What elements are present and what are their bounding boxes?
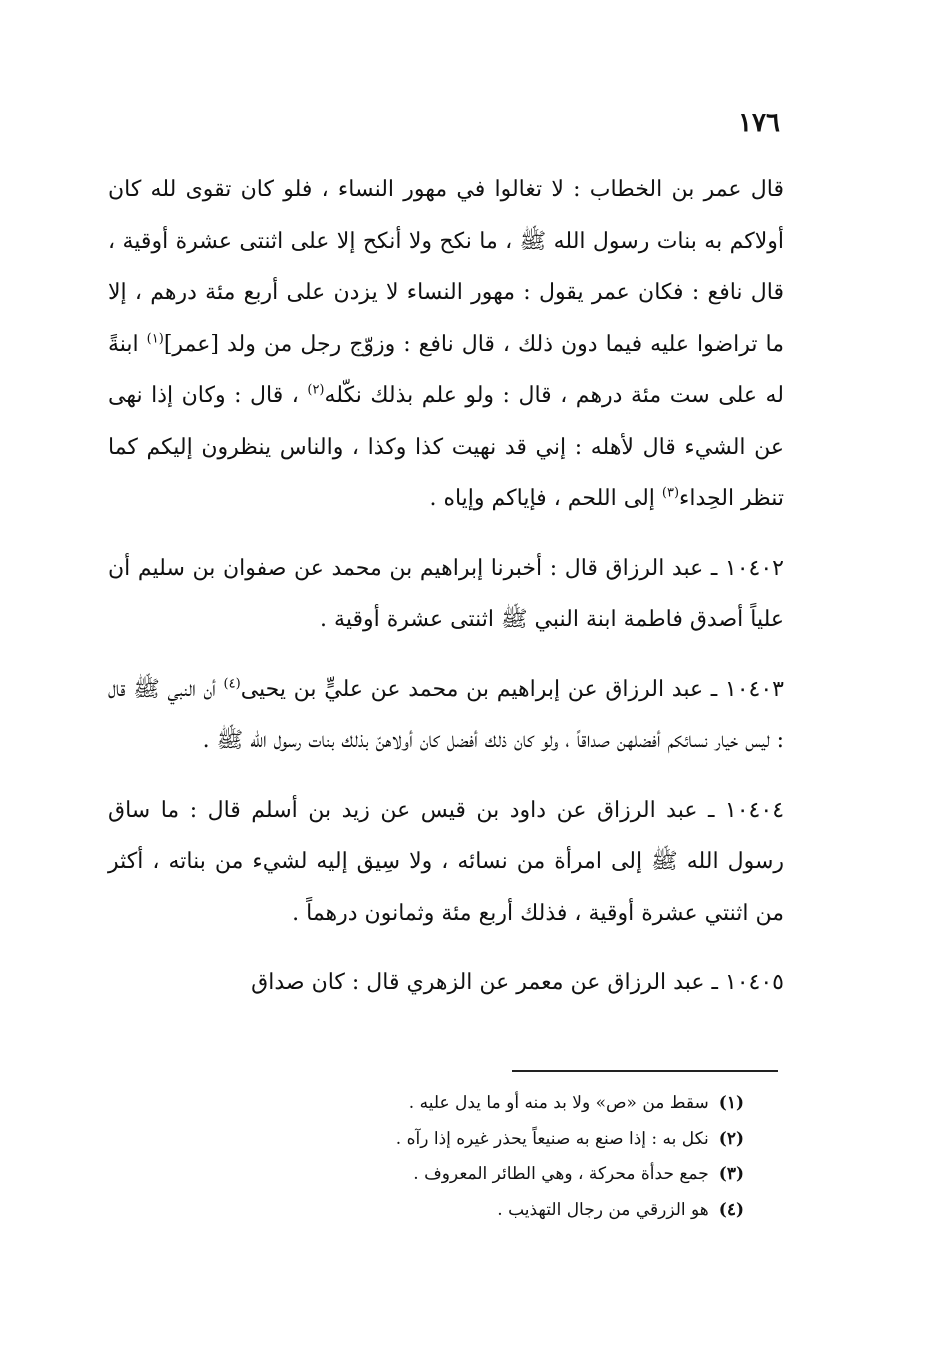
page-number: ١٧٦ (738, 108, 780, 138)
hadith-10403 (108, 664, 784, 767)
text-line: ما ساق رسول الله ﷺ إلى امرأة من نسائه ، ولا سِيق إليه لشيء من بناته ، (108, 797, 784, 874)
footnote-number: (٤) (718, 1199, 744, 1220)
text-line: ١٠٤٠٢ ـ عبد الرزاق قال : أخبرنا إبراهيم بن محمد عن (294, 555, 784, 581)
text-line: أن النبي ﷺ قال : ليس خيار نسائكم أفضلهن صداقاً ، ولو كان (108, 676, 784, 753)
footnote-3 (224, 1157, 744, 1193)
text-line: ذلك أفضل كان أولاهنّ بذلك بنات رسول الله ﷺ . (202, 728, 507, 753)
footnote-divider (512, 1070, 778, 1072)
footnote-mark-4: (٤) (223, 676, 241, 692)
text-line: ١٠٤٠٣ ـ عبد الرزاق عن إبراهيم بن محمد عن عليٍّ بن يحيى (240, 676, 784, 702)
footnote-text: هو الزرقي من رجال التهذيب . (497, 1199, 709, 1220)
footnote-1 (224, 1086, 744, 1122)
footnote-text: جمع حدأة محركة ، وهي الطائر المعروف . (413, 1164, 709, 1184)
text-line: ، قال : وكان إذا نهى عن الشيء قال لأهله : إني قد (108, 383, 784, 460)
paragraph-intro (108, 164, 784, 525)
footnote-number: (٣) (718, 1164, 744, 1184)
footnote-mark-3: (٣) (661, 485, 680, 501)
text-line: بذلك نكّله (324, 383, 414, 408)
footnote-mark-2: (٢) (307, 382, 325, 398)
hadith-10402 (108, 543, 784, 646)
text-line: أولاكم به بنات رسول الله ﷺ ، ما نكح ولا أنكح إلا على اثنتى (239, 228, 784, 254)
footnote-number: (١) (718, 1093, 744, 1113)
footnote-mark-1: (١) (146, 331, 164, 347)
text-line: صفوان بن سليم أن علياً أصدق فاطمة ابنة النبي ﷺ اثنتى عشرة أوقية . (108, 555, 784, 632)
main-text (108, 164, 784, 1009)
text-line: اللحم ، فإياكم وإياه . (429, 486, 617, 511)
text-line: نهيت كذا وكذا ، والناس ينظرون إليكم كما تنظر الحِداء (108, 434, 784, 511)
text-line: قال عمر بن الخطاب : لا تغالوا في مهور النساء ، فلو كان تقوى لله كان (108, 177, 784, 202)
text-line: ١٠٤٠٤ ـ عبد الرزاق عن داود بن قيس عن زيد بن أسلم قال : (189, 797, 785, 823)
footnote-text: نكل به : إذا صنع به صنيعاً يحذر غيره إذا رآه . (395, 1128, 709, 1149)
text-line: إلى (623, 486, 655, 511)
hadith-10404 (108, 785, 784, 940)
text-line: ابنةً له على ست مئة درهم ، قال : ولو علم (108, 331, 784, 408)
text-line: رجل من ولد [عمر] (163, 331, 342, 357)
footnotes (224, 1086, 744, 1228)
footnote-number: (٢) (718, 1128, 744, 1149)
hadith-10405 (108, 957, 784, 1009)
footnote-4 (224, 1193, 744, 1229)
footnote-text: سقط من «ص» ولا بد منه أو ما يدل عليه . (408, 1093, 709, 1113)
text-line: أربع مئة درهم ، إلا ما تراضوا عليه فيما دون ذلك ، قال نافع : وزوّج (108, 280, 784, 357)
text-line: ١٠٤٠٥ ـ عبد الرزاق عن معمر عن الزهري قال : كان صداق (251, 970, 784, 995)
footnote-2 (224, 1122, 744, 1158)
text-line: عشرة أوقية ، قال نافع : فكان عمر يقول : مهور النساء لا يزدن على (108, 228, 784, 305)
text-line: أكثر من اثنتي عشرة أوقية ، فذلك أربع مئة وثمانون درهماً . (108, 849, 784, 926)
